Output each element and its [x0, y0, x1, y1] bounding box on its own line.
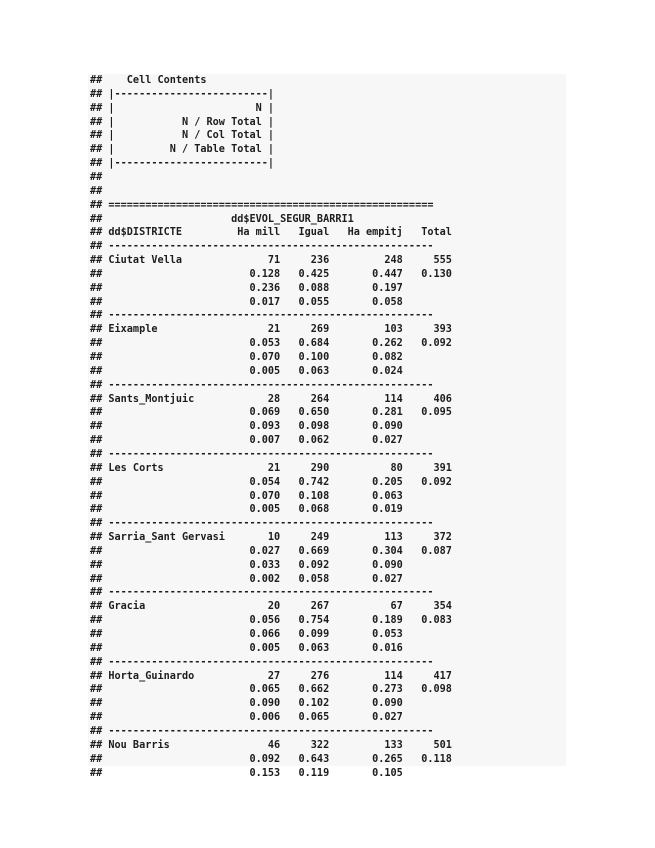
- output-line: ## |-------------------------|: [90, 88, 275, 100]
- output-line: ## 0.002 0.058 0.027: [90, 573, 403, 585]
- output-line: ##: [90, 171, 103, 183]
- output-line: ## -----------------------------------------------------: [90, 518, 434, 530]
- output-line: ## 0.065 0.662 0.273 0.098: [90, 684, 452, 696]
- r-crosstable-output: [88, 74, 566, 779]
- output-line: ## 0.033 0.092 0.090: [90, 559, 403, 571]
- output-line: ## -----------------------------------------------------: [90, 656, 434, 668]
- output-line: ## 0.017 0.055 0.058: [90, 296, 403, 308]
- output-line: ## 0.054 0.742 0.205 0.092: [90, 476, 452, 488]
- output-line: ## -----------------------------------------------------: [90, 241, 434, 253]
- output-line: ## 0.236 0.088 0.197: [90, 282, 403, 294]
- output-line: ## 0.006 0.065 0.027: [90, 712, 403, 724]
- output-line: ## -----------------------------------------------------: [90, 587, 434, 599]
- output-line: ## 0.056 0.754 0.189 0.083: [90, 615, 452, 627]
- output-line: ## | N / Table Total |: [90, 144, 275, 156]
- output-line: ## dd$EVOL_SEGUR_BARRI1: [90, 213, 354, 225]
- output-line: ## 0.092 0.643 0.265 0.118: [90, 753, 452, 765]
- output-line: ## Cell Contents: [90, 75, 207, 86]
- output-line: ## 0.005 0.063 0.024: [90, 365, 403, 377]
- output-line: ## Les Corts 21 290 80 391: [90, 462, 452, 474]
- output-line: ## =====================================================: [90, 199, 434, 211]
- output-line: ## -----------------------------------------------------: [90, 725, 434, 737]
- output-line: ## 0.005 0.068 0.019: [90, 504, 403, 516]
- output-line: ##: [90, 185, 103, 197]
- output-line: ## 0.153 0.119 0.105: [90, 767, 403, 779]
- output-line: ## 0.093 0.098 0.090: [90, 421, 403, 433]
- output-line: ## | N |: [90, 102, 275, 114]
- output-line: ## 0.069 0.650 0.281 0.095: [90, 407, 452, 419]
- output-line: ## -----------------------------------------------------: [90, 379, 434, 391]
- output-line: ## Eixample 21 269 103 393: [90, 324, 452, 336]
- output-line: ## Gracia 20 267 67 354: [90, 601, 452, 613]
- output-line: ## Horta_Guinardo 27 276 114 417: [90, 670, 452, 682]
- output-line: ## Sarria_Sant Gervasi 10 249 113 372: [90, 532, 452, 544]
- output-line: ## 0.005 0.063 0.016: [90, 642, 403, 654]
- output-line: ## |-------------------------|: [90, 158, 275, 170]
- output-line: ## 0.007 0.062 0.027: [90, 435, 403, 447]
- output-line: ## | N / Col Total |: [90, 130, 275, 142]
- output-line: ## 0.053 0.684 0.262 0.092: [90, 338, 452, 350]
- output-line: ## -----------------------------------------------------: [90, 448, 434, 460]
- output-line: ## 0.070 0.100 0.082: [90, 352, 403, 363]
- output-line: ## 0.090 0.102 0.090: [90, 698, 403, 710]
- output-line: ## Nou Barris 46 322 133 501: [90, 739, 452, 751]
- output-line: ## 0.128 0.425 0.447 0.130: [90, 268, 452, 280]
- output-line: ## | N / Row Total |: [90, 116, 275, 128]
- output-line: ## 0.066 0.099 0.053: [90, 629, 403, 640]
- output-line: ## Ciutat Vella 71 236 248 555: [90, 255, 452, 267]
- output-line: ## -----------------------------------------------------: [90, 310, 434, 322]
- output-line: ## dd$DISTRICTE Ha mill Igual Ha empitj Total: [90, 227, 452, 239]
- output-line: ## Sants_Montjuic 28 264 114 406: [90, 393, 452, 405]
- output-line: ## 0.070 0.108 0.063: [90, 490, 403, 502]
- output-line: ## 0.027 0.669 0.304 0.087: [90, 545, 452, 557]
